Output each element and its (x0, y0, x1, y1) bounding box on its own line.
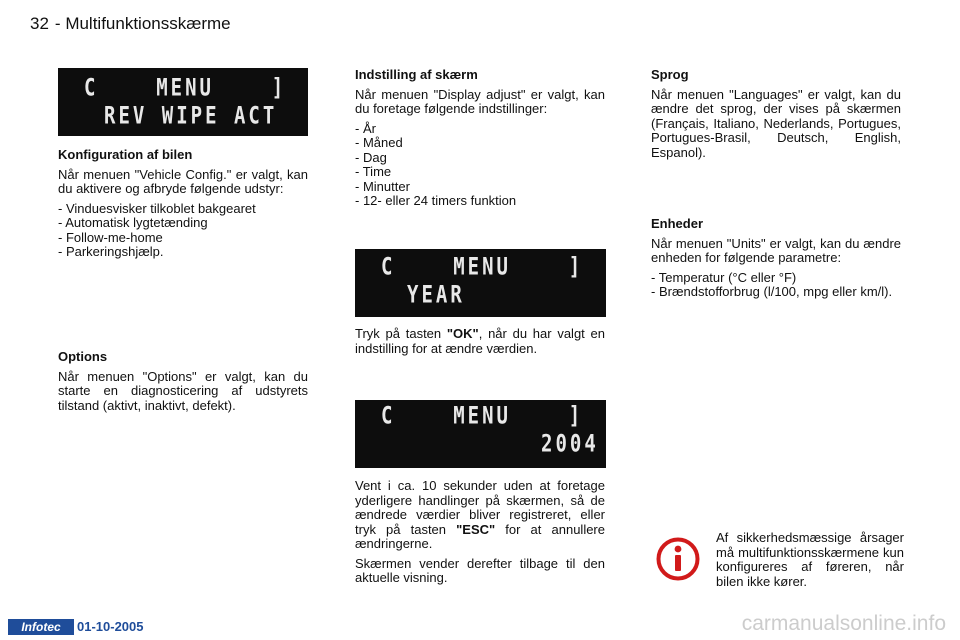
esc-key-label: "ESC" (456, 521, 496, 537)
infotec-logo: Infotec (8, 619, 74, 635)
footer-date: 01-10-2005 (77, 619, 144, 634)
list-item: - Automatisk lygtetænding (58, 216, 308, 231)
vehicle-config-list (58, 202, 308, 260)
ok-text-before: Tryk på tasten (355, 326, 447, 341)
list-item: - Temperatur (°C eller °F) (651, 271, 901, 286)
list-item: - Parkeringshjælp. (58, 245, 308, 260)
page-title: Multifunktionsskærme (65, 14, 231, 33)
safety-note: Af sikkerhedsmæssige årsager må multifunktionsskærmene kun konfigureres af føreren, når bilen ikke kører. (716, 530, 904, 589)
options-section (58, 350, 308, 418)
display-adjust-section (355, 68, 605, 214)
units-heading: Enheder (651, 216, 704, 231)
options-heading: Options (58, 349, 108, 364)
list-item: - 12- eller 24 timers funktion (355, 194, 605, 209)
lcd-screen-year (355, 249, 606, 317)
ok-instruction (355, 327, 605, 361)
lcd-value-line: REV WIPE ACT (104, 102, 278, 130)
list-item: - Vinduesvisker tilkoblet bakgearet (58, 202, 308, 217)
options-text: Når menuen "Options" er valgt, kan du starte en diagnosticering af udstyrets tilstand (aktivt, inaktivt, defekt). (58, 368, 308, 413)
lcd-screen-rev-wipe (58, 68, 308, 136)
language-text: Når menuen "Languages" er valgt, kan du ændre det sprog, der vises på skærmen (Français, Italiano, Nederlands, Portugues, Portugues-Brasil, Deutsch, English, Espanol). (651, 86, 901, 160)
lcd-menu-line: C MENU ] (84, 74, 287, 102)
lcd-menu-line: C MENU ] (381, 253, 584, 281)
display-adjust-intro: Når menuen "Display adjust" er valgt, kan du foretage følgende indstillinger: (355, 86, 605, 116)
language-section (651, 68, 901, 165)
info-circle-icon (656, 537, 700, 581)
list-item: - Follow-me-home (58, 231, 308, 246)
lcd-value-line: 2004 (541, 430, 599, 458)
wait-text-after: for at annullere ændringerne. (355, 521, 605, 551)
list-item: - År (355, 122, 605, 137)
list-item: - Brændstofforbrug (l/100, mpg eller km/l). (651, 285, 901, 300)
page-header (30, 14, 231, 34)
lcd-screen-2004 (355, 400, 606, 468)
wait-text-before: Vent i ca. 10 sekunder uden at foretage yderligere handlinger på skærmen, så de ændrede værdier bliver registreret, eller tryk på tasten (355, 478, 605, 537)
left-column (58, 148, 308, 265)
list-item: - Måned (355, 136, 605, 151)
header-dash: - (54, 14, 66, 33)
wait-instruction-text (355, 479, 605, 552)
wait-instruction (355, 479, 605, 591)
vehicle-config-heading: Konfiguration af bilen (58, 147, 193, 162)
vehicle-config-intro: Når menuen "Vehicle Config." er valgt, kan du aktivere og afbryde følgende udstyr: (58, 166, 308, 196)
list-item: - Time (355, 165, 605, 180)
units-intro: Når menuen "Units" er valgt, kan du ændre enheden for følgende parametre: (651, 235, 901, 265)
display-adjust-list (355, 122, 605, 209)
ok-key-label: "OK" (446, 326, 479, 341)
watermark: carmanualsonline.info (741, 612, 946, 635)
lcd-value-line: YEAR (407, 281, 465, 309)
page-number: 32 (30, 14, 49, 33)
units-list (651, 271, 901, 300)
language-heading: Sprog (651, 67, 689, 82)
units-section (651, 217, 901, 305)
list-item: - Minutter (355, 180, 605, 195)
list-item: - Dag (355, 151, 605, 166)
ok-instruction-text (355, 327, 605, 356)
display-adjust-heading: Indstilling af skærm (355, 67, 478, 82)
return-text: Skærmen vender derefter tilbage til den aktuelle visning. (355, 555, 605, 585)
lcd-menu-line: C MENU ] (381, 402, 584, 430)
ok-text-after: , når du har valgt en indstilling for at ændre værdien. (355, 326, 605, 356)
